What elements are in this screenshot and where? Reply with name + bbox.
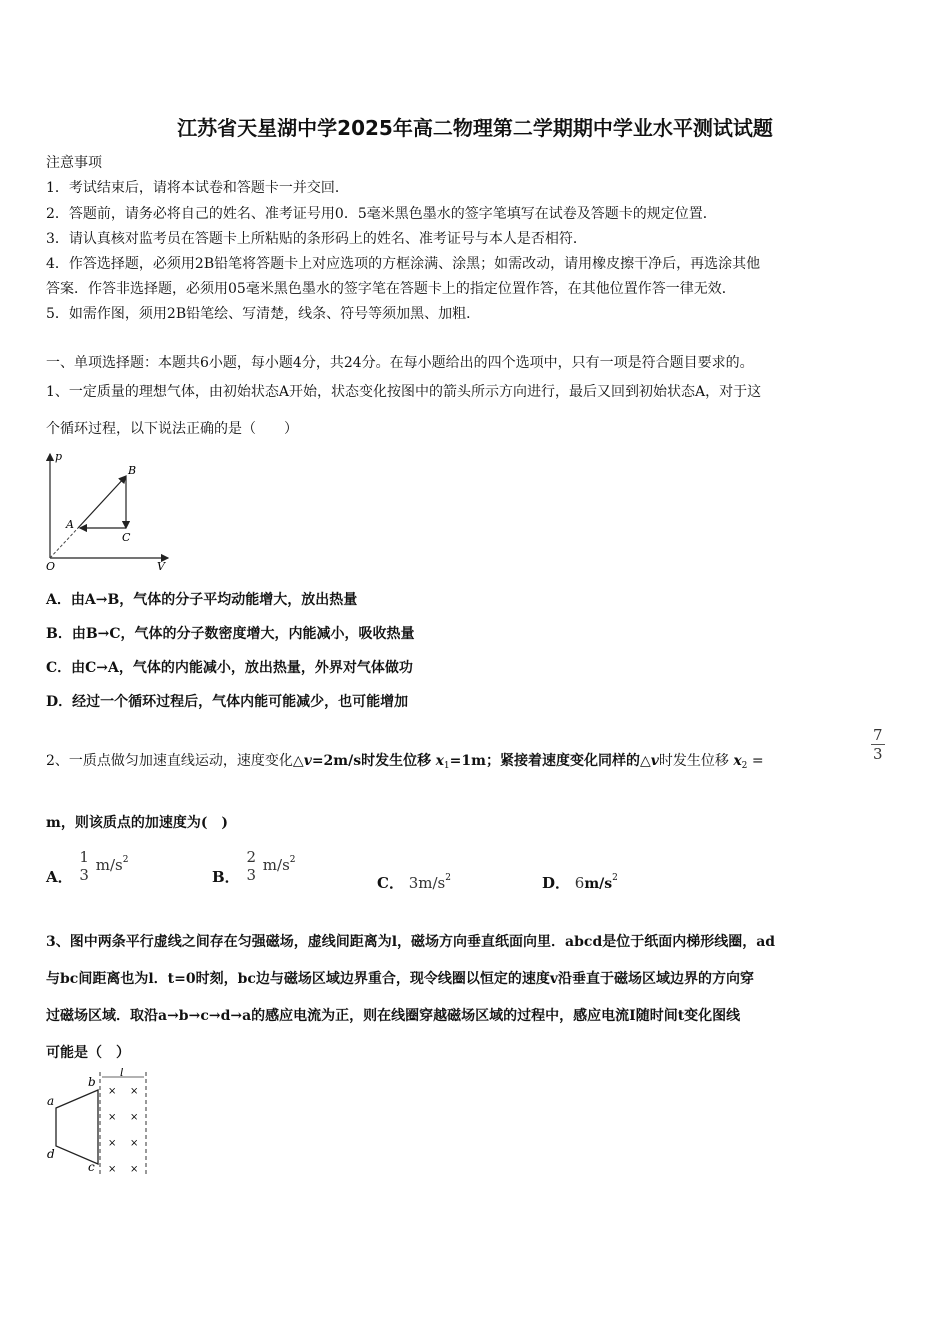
field-mark: × bbox=[108, 1086, 117, 1097]
option-value: 3m/s bbox=[408, 874, 446, 892]
q2-option-d[interactable] bbox=[542, 872, 618, 893]
q2-frac-num: 7 bbox=[873, 726, 883, 744]
q2-option-c[interactable] bbox=[377, 872, 451, 893]
frac-num: 2 bbox=[246, 848, 257, 866]
q2-text: 时发生位移 bbox=[658, 753, 729, 769]
field-mark: × bbox=[130, 1112, 139, 1123]
page-title: 江苏省天星湖中学2025年高二物理第二学期期中学业水平测试试题 bbox=[177, 116, 773, 140]
q1-option-a[interactable]: A．由A→B，气体的分子平均动能增大，放出热量 bbox=[46, 592, 358, 608]
v-axis-label: V bbox=[157, 560, 165, 573]
field-mark: × bbox=[108, 1138, 117, 1149]
q2-subscript: 1 bbox=[443, 761, 450, 771]
q2-text: = bbox=[751, 753, 764, 769]
q2-stem bbox=[46, 750, 764, 771]
notice-item: 1．考试结束后，请将本试卷和答题卡一并交回． bbox=[46, 180, 349, 196]
point-a-label: A bbox=[66, 518, 74, 531]
q2-text: =2m/s时发生位移 bbox=[311, 753, 432, 769]
trapezoid-coil bbox=[56, 1090, 98, 1164]
q2-var: x bbox=[733, 753, 742, 769]
point-c-label: C bbox=[122, 531, 131, 544]
q2-text: 2、一质点做匀加速直线运动，速度变化△ bbox=[46, 753, 304, 769]
q1-option-d[interactable]: D．经过一个循环过程后，气体内能可能减少，也可能增加 bbox=[46, 694, 409, 710]
option-unit: m/s bbox=[262, 856, 290, 874]
label-b: b bbox=[88, 1075, 96, 1089]
label-l: l bbox=[120, 1068, 124, 1079]
q1-stem: 个循环过程，以下说法正确的是（ ） bbox=[46, 421, 298, 437]
field-mark: × bbox=[130, 1138, 139, 1149]
q2-stem-line2: m，则该质点的加速度为( ) bbox=[46, 815, 229, 831]
q2-var: x bbox=[435, 753, 444, 769]
field-mark: × bbox=[130, 1086, 139, 1097]
q2-option-a[interactable] bbox=[46, 848, 128, 884]
notice-item: 5．如需作图，须用2B铅笔绘、写清楚，线条、符号等须加黑、加粗． bbox=[46, 306, 481, 322]
option-sup: 2 bbox=[445, 873, 451, 883]
option-value: 6 bbox=[574, 874, 585, 892]
notice-item: 4．作答选择题，必须用2B铅笔将答题卡上对应选项的方框涂满、涂黑；如需改动，请用橡皮擦干净后，再选涂其他 bbox=[46, 256, 761, 272]
label-c: c bbox=[88, 1160, 95, 1174]
q2-var: v bbox=[303, 753, 312, 769]
field-mark: × bbox=[108, 1164, 117, 1175]
option-unit: m/s bbox=[584, 876, 613, 892]
dashed-extension bbox=[50, 528, 78, 558]
option-label: A． bbox=[46, 868, 73, 886]
magnetic-field-marks bbox=[108, 1086, 138, 1175]
q2-frac-den: 3 bbox=[873, 745, 883, 763]
label-a: a bbox=[47, 1094, 55, 1108]
q3-stem: 过磁场区域．取沿a→b→c→d→a的感应电流为正，则在线圈穿越磁场区域的过程中，感应电流I随时间t变化图线 bbox=[46, 1008, 741, 1024]
option-label: B． bbox=[212, 868, 240, 886]
field-mark: × bbox=[108, 1112, 117, 1123]
frac-den: 3 bbox=[79, 866, 89, 884]
q1-stem: 1、一定质量的理想气体，由初始状态A开始，状态变化按图中的箭头所示方向进行，最后又回到初始状态A，对于这 bbox=[46, 384, 762, 400]
frac-num: 1 bbox=[79, 848, 89, 866]
option-label: D． bbox=[542, 874, 571, 892]
option-fraction bbox=[77, 848, 91, 884]
origin-label: O bbox=[46, 560, 56, 573]
option-unit: m/s bbox=[95, 856, 123, 874]
q3-stem: 可能是（ ） bbox=[46, 1045, 130, 1061]
option-fraction bbox=[244, 848, 258, 884]
frac-den: 3 bbox=[246, 866, 257, 884]
point-b-label: B bbox=[128, 464, 137, 477]
path-a-b bbox=[78, 476, 126, 528]
q3-stem: 与bc间距离也为l．t=0时刻，bc边与磁场区域边界重合，现令线圈以恒定的速度v沿垂直于磁场区域边界的方向穿 bbox=[46, 971, 755, 987]
q1-option-b[interactable]: B．由B→C，气体的分子数密度增大，内能减小，吸收热量 bbox=[46, 626, 415, 642]
q2-fraction bbox=[871, 726, 885, 763]
p-axis-label: p bbox=[55, 450, 63, 463]
section-heading: 一、单项选择题：本题共6小题，每小题4分，共24分。在每小题给出的四个选项中，只有一项是符合题目要求的。 bbox=[46, 355, 754, 371]
q1-pv-diagram bbox=[40, 448, 180, 574]
notice-item: 答案．作答非选择题，必须用05毫米黑色墨水的签字笔在答题卡上的指定位置作答，在其他位置作答一律无效． bbox=[46, 281, 736, 297]
notice-heading: 注意事项 bbox=[46, 155, 102, 171]
q2-var: v bbox=[650, 753, 659, 769]
notice-item: 2．答题前，请务必将自己的姓名、准考证号用0．5毫米黑色墨水的签字笔填写在试卷及答题卡的规定位置． bbox=[46, 206, 717, 222]
label-d: d bbox=[47, 1147, 55, 1161]
q2-text: =1m；紧接着速度变化同样的△ bbox=[449, 753, 651, 769]
option-sup: 2 bbox=[289, 855, 296, 865]
option-label: C． bbox=[377, 874, 404, 892]
option-sup: 2 bbox=[122, 855, 129, 865]
option-sup: 2 bbox=[612, 873, 618, 883]
field-mark: × bbox=[130, 1164, 139, 1175]
q3-coil-diagram bbox=[42, 1068, 157, 1180]
q2-subscript: 2 bbox=[741, 761, 748, 771]
q3-stem: 3、图中两条平行虚线之间存在匀强磁场，虚线间距离为l，磁场方向垂直纸面向里．abcd是位于纸面内梯形线圈，ad bbox=[46, 934, 776, 950]
q2-option-b[interactable] bbox=[212, 848, 296, 884]
notice-item: 3．请认真核对监考员在答题卡上所粘贴的条形码上的姓名、准考证号与本人是否相符． bbox=[46, 231, 587, 247]
q1-option-c[interactable]: C．由C→A，气体的内能减小，放出热量，外界对气体做功 bbox=[46, 660, 413, 676]
